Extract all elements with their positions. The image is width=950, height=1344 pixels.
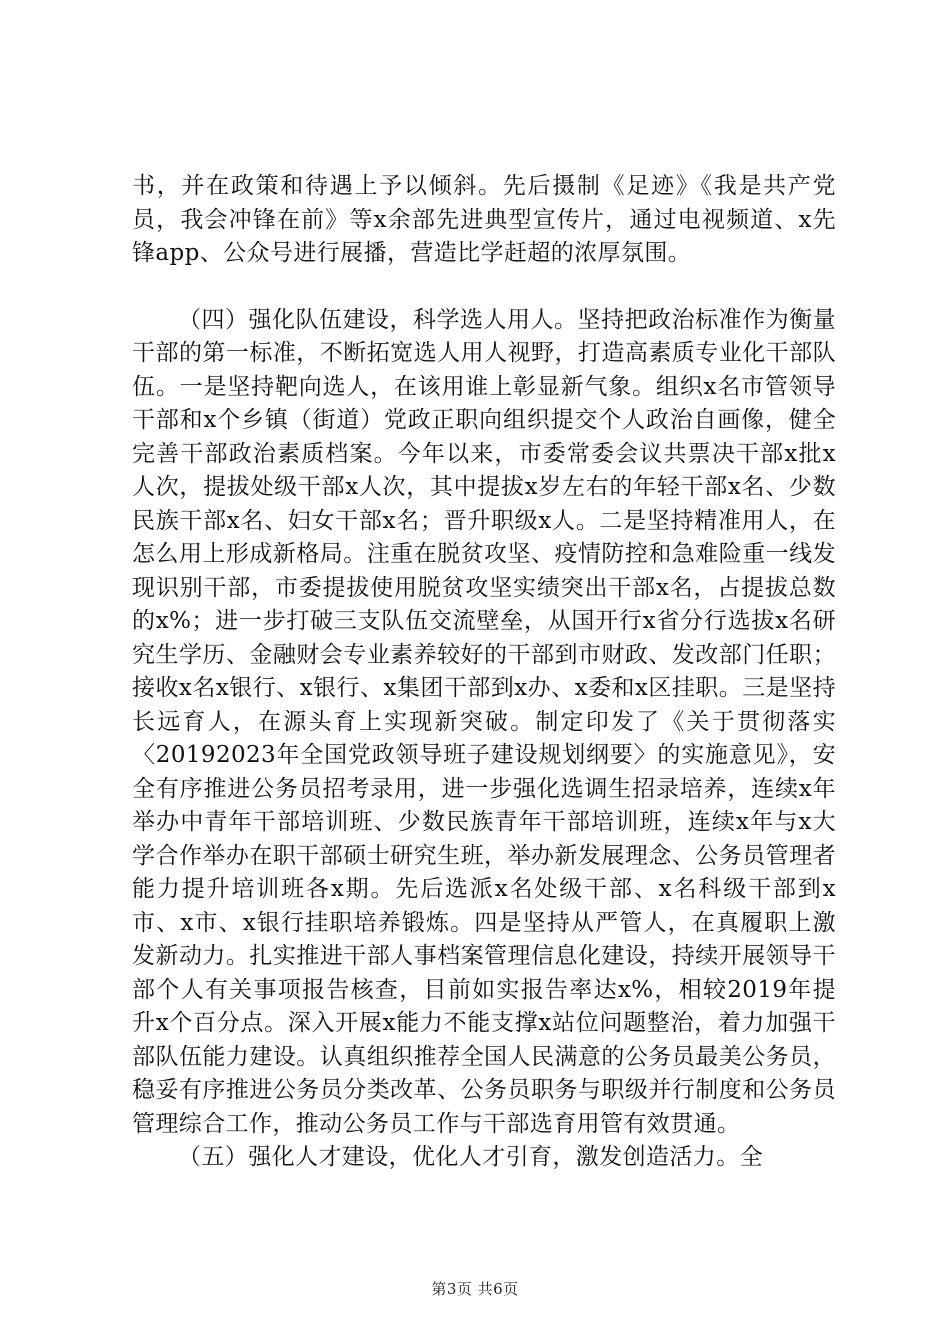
page-number-footer: 第3页 共6页 bbox=[431, 1280, 519, 1298]
paragraph-section-four: （四）强化队伍建设，科学选人用人。坚持把政治标准作为衡量干部的第一标准，不断拓宽选人用人视野，打造高素质专业化干部队伍。一是坚持靶向选人，在该用谁上彰显新气象。组织x名市管领导干部和x个乡镇（街道）党政正职向组织提交个人政治自画像，健全完善干部政治素质档案。今年以来，市委常委会议共票决干部x批x人次，提拔处级干部x人次，其中提拔x岁左右的年轻干部x名、少数民族干部x名、妇女干部x名；晋升职级x人。二是坚持精准用人，在怎么用上形成新格局。注重在脱贫攻坚、疫情防控和急难险重一线发现识别干部，市委提拔使用脱贫攻坚实绩突出干部x名，占提拔总数的x%；进一步打破三支队伍交流壁垒，从国开行x省分行选拔x名研究生学历、金融财会专业素养较好的干部到市财政、发改部门任职；接收x名x银行、x银行、x集团干部到x办、x委和x区挂职。三是坚持长远育人，在源头育上实现新突破。制定印发了《关于贯彻落实〈20192023年全国党政领导班子建设规划纲要〉的实施意见》，安全有序推进公务员招考录用，进一步强化选调生招录培养，连续x年举办中青年干部培训班、少数民族青年干部培训班，连续x年与x大学合作举办在职干部硕士研究生班，举办新发展理念、公务员管理者能力提升培训班各x期。先后选派x名处级干部、x名科级干部到x市、x市、x银行挂职培养锻炼。四是坚持从严管人，在真履职上激发新动力。扎实推进干部人事档案管理信息化建设，持续开展领导干部个人有关事项报告核查，目前如实报告率达x%，相较2019年提升x个百分点。深入开展x能力不能支撑x站位问题整治，着力加强干部队伍能力建设。认真组织推荐全国人民满意的公务员最美公务员，稳妥有序推进公务员分类改革、公务员职务与职级并行制度和公务员管理综合工作，推动公务员工作与干部选育用管有效贯通。 bbox=[132, 306, 836, 1137]
document-body bbox=[132, 170, 836, 1175]
paragraph-section-five: （五）强化人才建设，优化人才引育，激发创造活力。全 bbox=[178, 1144, 763, 1170]
paragraph-continuation: 书，并在政策和待遇上予以倾斜。先后摄制《足迹》《我是共产党员，我会冲锋在前》等x余部先进典型宣传片，通过电视频道、x先锋app、公众号进行展播，营造比学赶超的浓厚氛围。 bbox=[132, 173, 836, 266]
